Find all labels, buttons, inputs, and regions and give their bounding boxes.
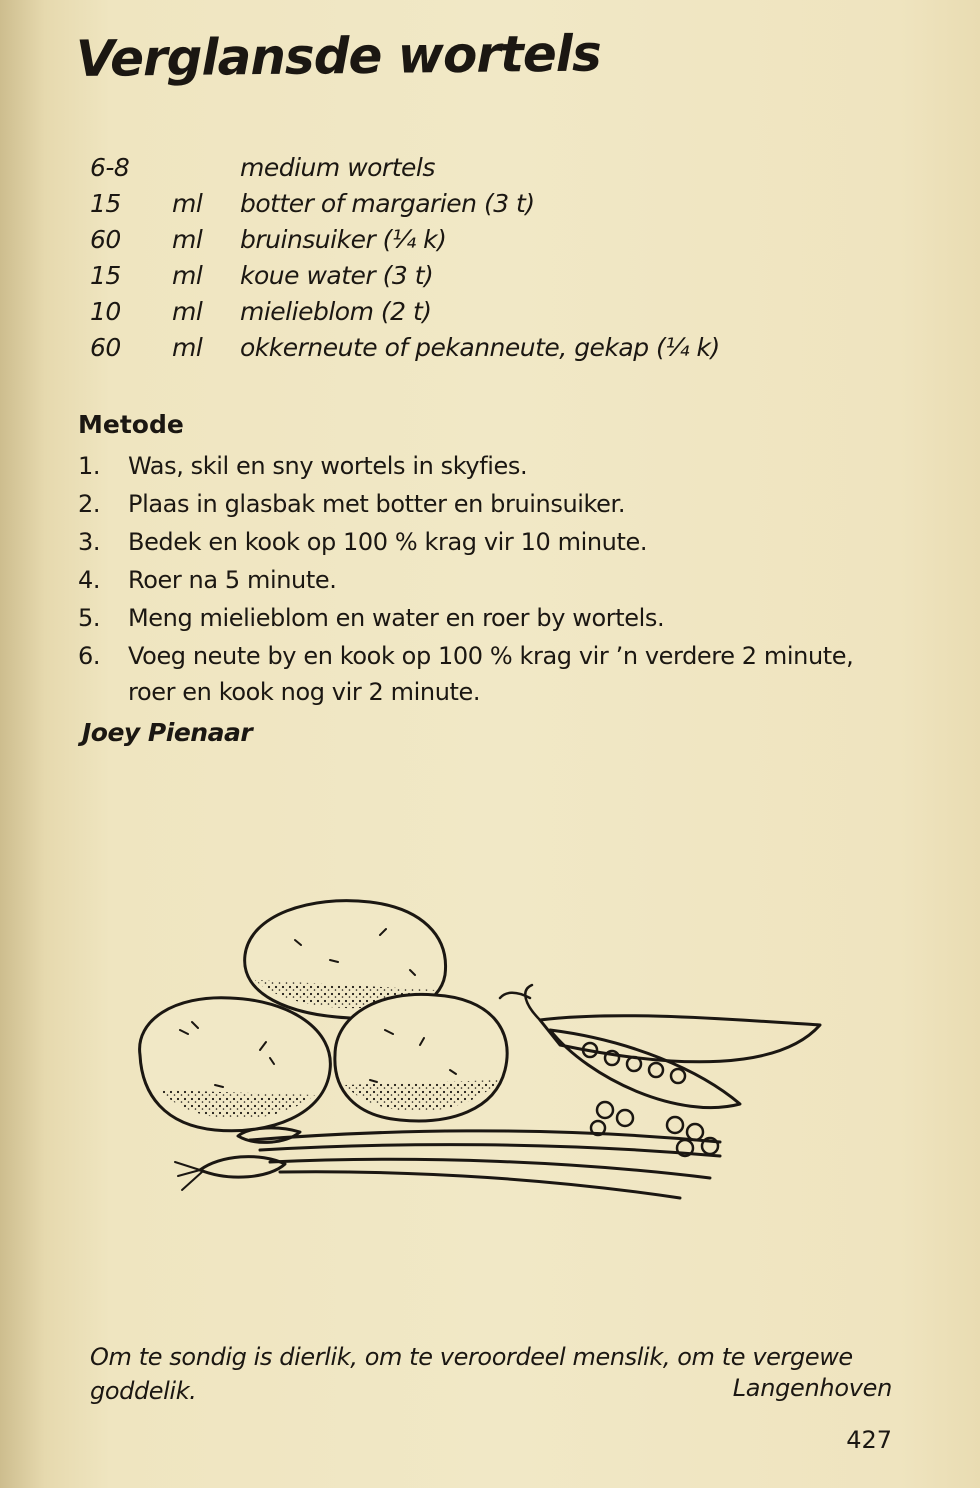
step-number: 3. [78, 528, 101, 556]
step-text: Meng mielieblom en water en roer by wortels. [128, 604, 665, 632]
method-heading: Metode [78, 410, 184, 439]
ingredient-row [88, 189, 848, 225]
method-steps [78, 448, 898, 712]
step-text: Plaas in glasbak met botter en bruinsuiker. [128, 490, 626, 518]
method-step [78, 638, 898, 710]
ingredient-unit: ml [172, 297, 203, 326]
method-step [78, 448, 898, 484]
method-step [78, 524, 898, 560]
ingredient-description: okkerneute of pekanneute, gekap (¼ k) [240, 333, 720, 362]
ingredient-description: koue water (3 t) [240, 261, 434, 290]
page-number: 427 [846, 1426, 892, 1454]
ingredient-quantity: 15 [90, 261, 121, 290]
ingredient-unit: ml [172, 225, 203, 254]
ingredient-row [88, 333, 848, 369]
ingredient-row [88, 261, 848, 297]
method-step [78, 562, 898, 598]
ingredient-quantity: 10 [90, 297, 121, 326]
ingredient-unit: ml [172, 189, 203, 218]
ingredient-unit: ml [172, 261, 203, 290]
ingredient-list [88, 153, 848, 369]
ingredient-quantity: 15 [90, 189, 121, 218]
step-text: Voeg neute by en kook op 100 % krag vir ’n verdere 2 minute, roer en kook nog vir 2 minute. [128, 642, 854, 706]
ingredient-description: mielieblom (2 t) [240, 297, 432, 326]
recipe-title: Verglansde wortels [75, 24, 601, 88]
onion-roots [175, 1162, 202, 1190]
step-number: 5. [78, 604, 101, 632]
ingredient-description: medium wortels [240, 153, 435, 182]
step-number: 1. [78, 452, 101, 480]
ingredient-quantity: 60 [90, 225, 121, 254]
pea-pod-stem [500, 985, 540, 1020]
ingredient-row [88, 225, 848, 261]
ingredient-quantity: 60 [90, 333, 121, 362]
ingredient-description: bruinsuiker (¼ k) [240, 225, 447, 254]
pea-pod-back [540, 1016, 820, 1062]
ingredient-row [88, 153, 848, 189]
step-number: 4. [78, 566, 101, 594]
recipe-author: Joey Pienaar [82, 718, 253, 747]
ingredient-description: botter of margarien (3 t) [240, 189, 535, 218]
step-text: Roer na 5 minute. [128, 566, 337, 594]
vegetable-illustration [120, 880, 840, 1220]
ingredient-row [88, 297, 848, 333]
method-step [78, 600, 898, 636]
ingredient-unit: ml [172, 333, 203, 362]
onion-bulb [200, 1157, 285, 1178]
step-number: 6. [78, 642, 101, 670]
method-step [78, 486, 898, 522]
pea-pod-front [550, 1030, 740, 1108]
step-text: Bedek en kook op 100 % krag vir 10 minute. [128, 528, 648, 556]
quote-author: Langenhoven [732, 1374, 892, 1402]
step-text: Was, skil en sny wortels in skyfies. [128, 452, 528, 480]
quote-text: Om te sondig is dierlik, om te veroordeel menslik, om te vergewe goddelik. [90, 1343, 853, 1405]
step-number: 2. [78, 490, 101, 518]
ingredient-quantity: 6-8 [90, 153, 130, 182]
onion-stalks [250, 1131, 720, 1198]
